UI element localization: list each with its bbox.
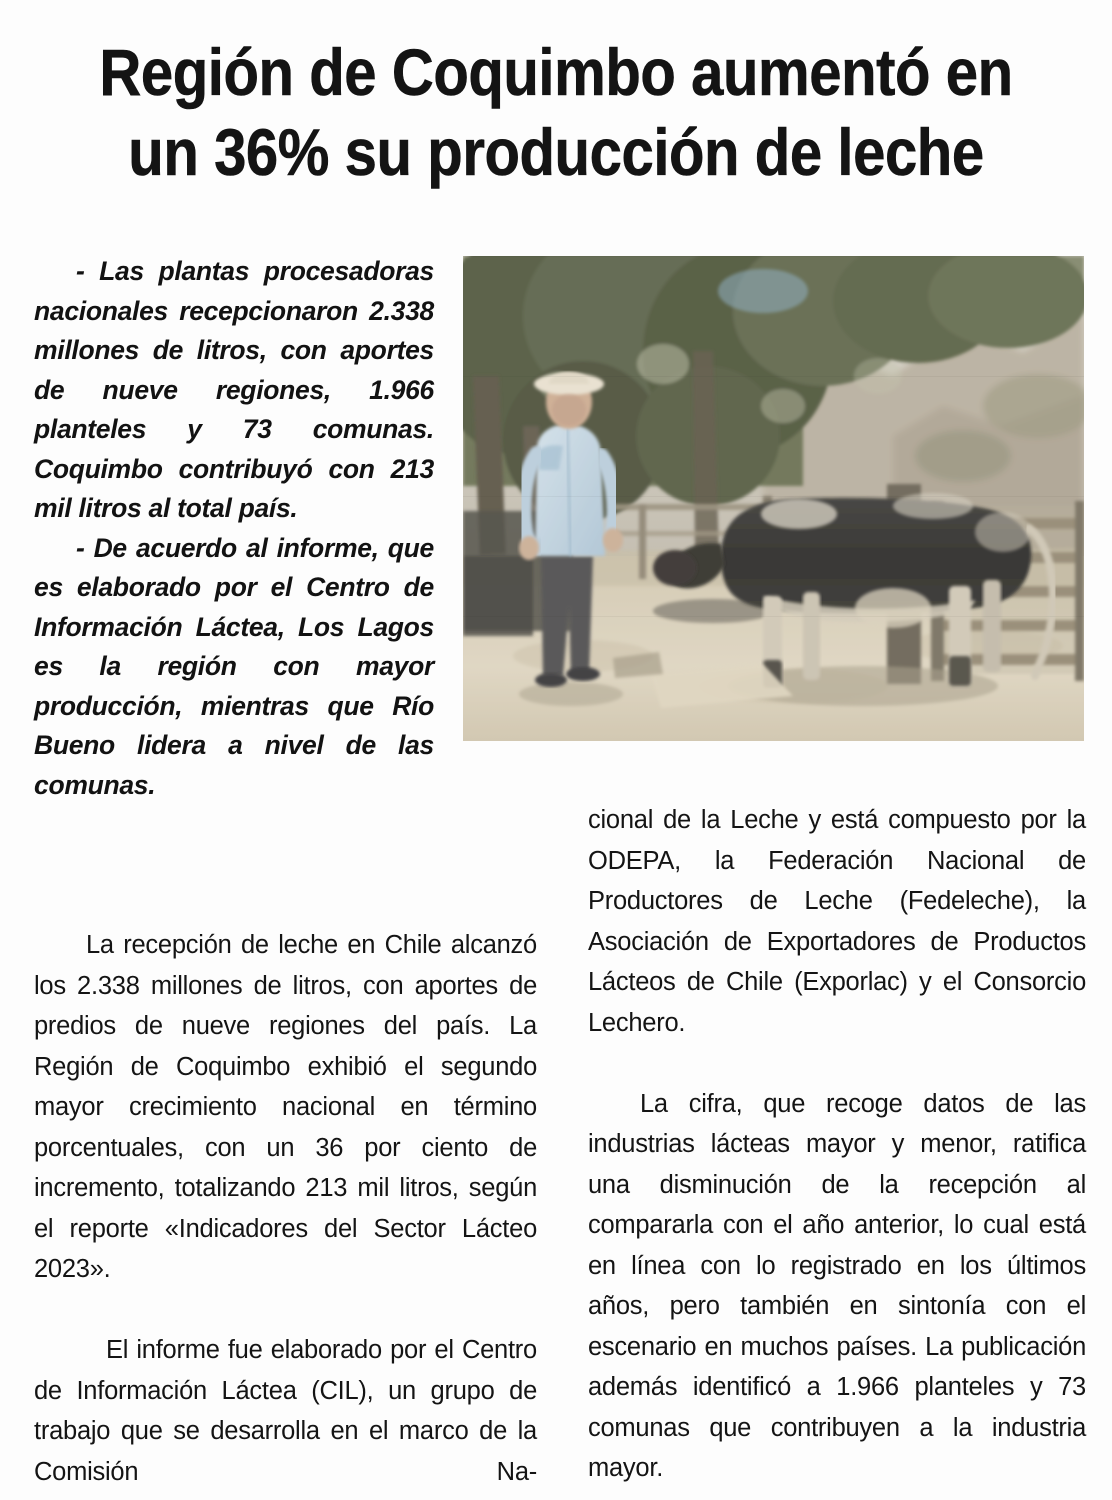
lead-paragraph-2-text: - De acuerdo al informe, que es elaborado por el Centro de Información Láctea, Los Lagos es la región con mayor producción, mientras que Río Bueno lidera a nivel de las comunas. [34,532,434,800]
headline-line-1: Región de Coquimbo aumentó en [99,35,1013,109]
lead-paragraph-1 [34,252,434,529]
article-lead [34,252,434,805]
body-paragraph-text: La cifra, que recoge datos de las industrias lácteas mayor y menor, ratifica una disminución de la recepción al compararla con el año anterior, lo cual está en línea con lo registrado en los últimos años, pero también en sintonía con el escenario en muchos países. La publicación además identificó a 1.966 planteles y 73 comunas que contribuyen a la industria mayor. [588,1089,1086,1482]
body-column-left [34,925,537,1500]
body-paragraph [588,1084,1086,1500]
body-column-right [588,800,1086,1500]
body-paragraph-text: La recepción de leche en Chile alcanzó los 2.338 millones de litros, con aportes de predios de nueve regiones del país. La Región de Coquimbo exhibió el segundo mayor crecimiento nacional en término porcentuales, con un 36 por ciento de incremento, totalizando 213 mil litros, según el reporte «Indicadores del Sector Lácteo 2023». [34,931,537,1283]
lead-paragraph-2 [34,529,434,806]
body-paragraph-text: cional de la Leche y está compuesto por la ODEPA, la Federación Nacional de Productores de Leche (Fedeleche), la Asociación de Exportadores de Productos Lácteos de Chile (Exporlac) y el Consorcio Lechero. [588,806,1086,1037]
article-photo [463,256,1084,741]
lead-paragraph-1-text: - Las plantas procesadoras nacionales recepcionaron 2.338 millones de litros, con aportes de nueve regiones, 1.966 planteles y 73 comunas. Coquimbo contribuyó con 213 mil litros al total país. [34,256,434,523]
body-paragraph [588,800,1086,1084]
article-headline [98,32,1013,192]
photo-illustration [463,256,1084,741]
body-paragraph-text: El informe fue elaborado por el Centro de Información Láctea (CIL), un grupo de trabajo que se desarrolla en el marco de la Comisión Na- [34,1336,537,1486]
body-paragraph [34,925,537,1330]
body-paragraph [34,1330,537,1500]
headline-line-2: un 36% su producción de leche [128,115,984,189]
